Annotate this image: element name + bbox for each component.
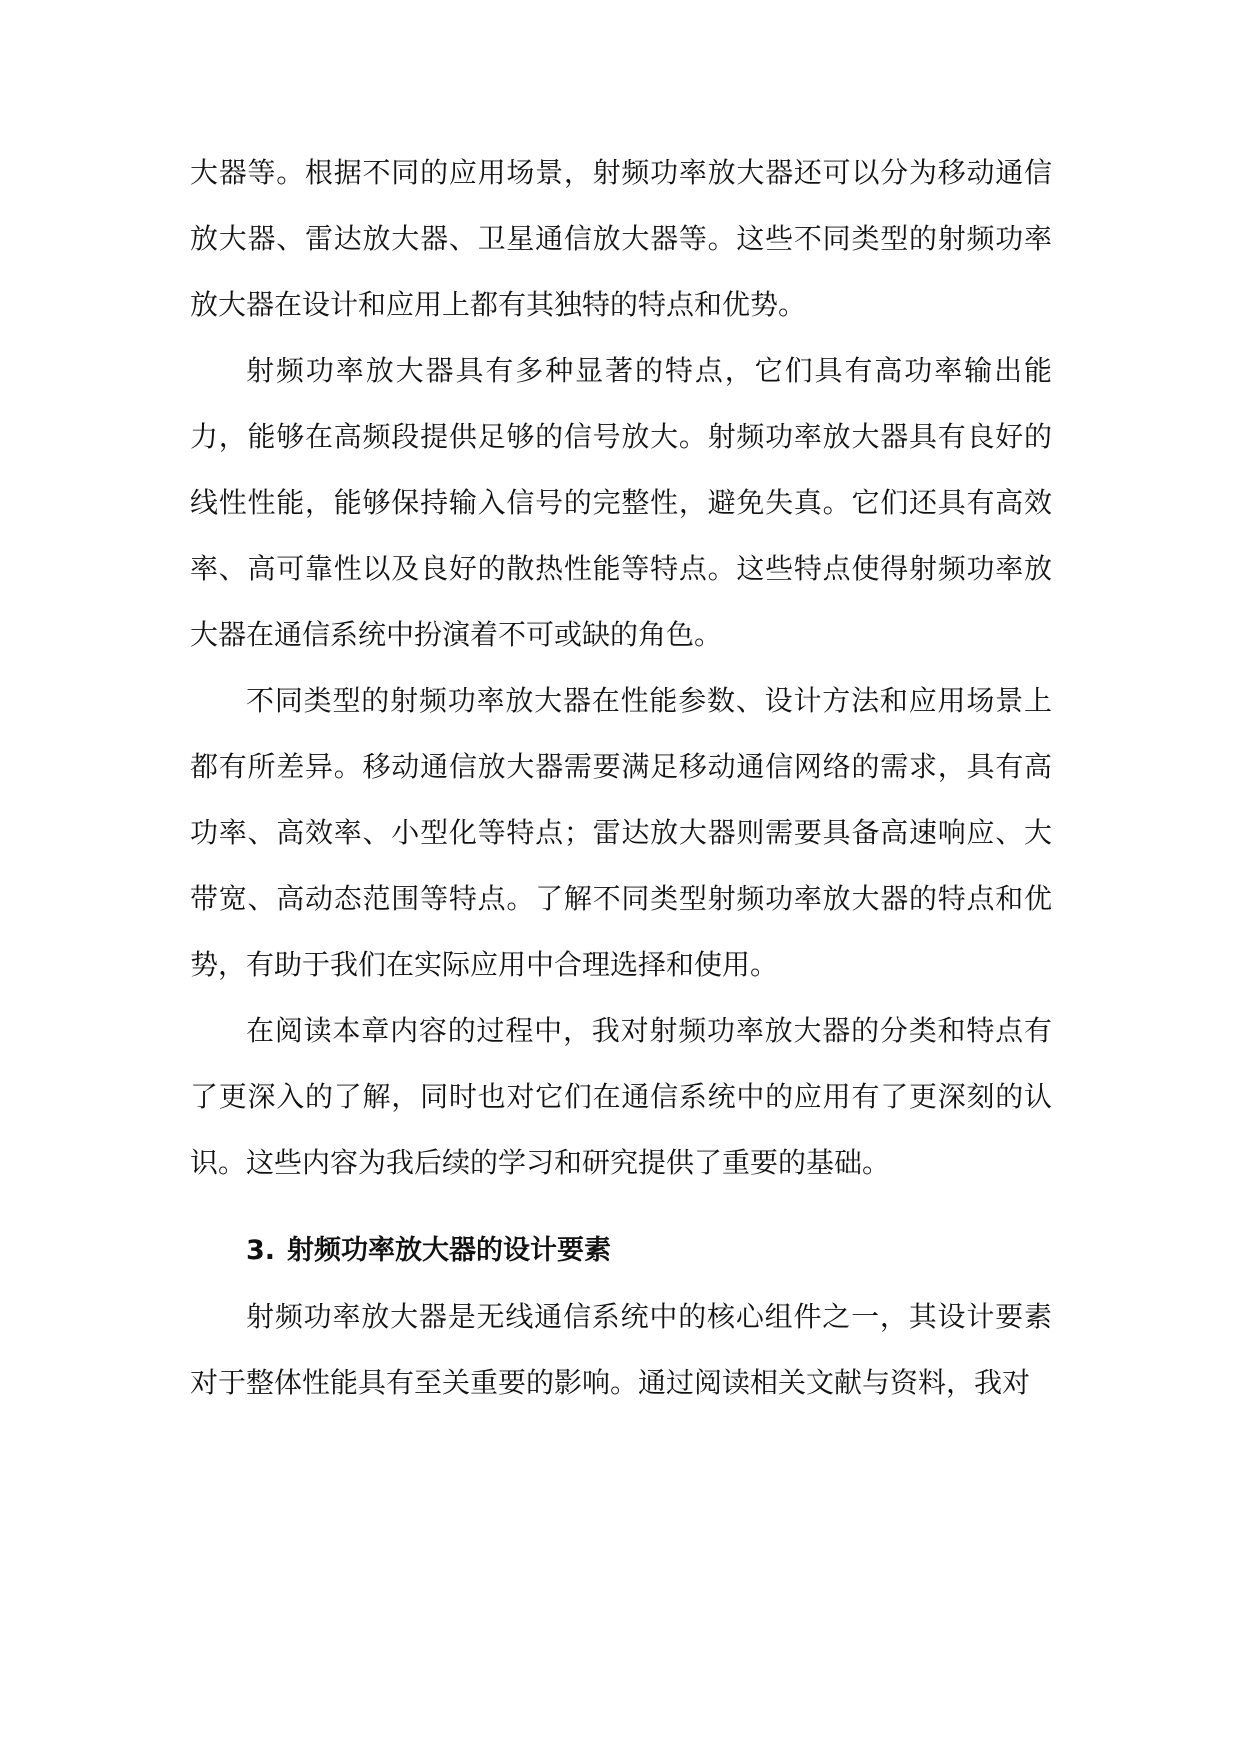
section-number: 3. — [246, 1235, 276, 1266]
paragraph-differences: 不同类型的射频功率放大器在性能参数、设计方法和应用场景上都有所差异。移动通信放大器需要满足移动通信网络的需求，具有高功率、高效率、小型化等特点；雷达放大器则需要具备高速响应、大带宽、高动态范围等特点。了解不同类型射频功率放大器的特点和优势，有助于我们在实际应用中合理选择和使用。 — [190, 684, 1052, 981]
paragraph-design-intro: 射频功率放大器是无线通信系统中的核心组件之一，其设计要素对于整体性能具有至关重要的影响。通过阅读相关文献与资料，我对 — [190, 1300, 1052, 1399]
document-page — [190, 140, 1052, 1416]
paragraph-continuation: 大器等。根据不同的应用场景，射频功率放大器还可以分为移动通信放大器、雷达放大器、卫星通信放大器等。这些不同类型的射频功率放大器在设计和应用上都有其独特的特点和优势。 — [190, 156, 1052, 321]
section-title: 射频功率放大器的设计要素 — [287, 1235, 612, 1266]
paragraph-features: 射频功率放大器具有多种显著的特点，它们具有高功率输出能力，能够在高频段提供足够的信号放大。射频功率放大器具有良好的线性性能，能够保持输入信号的完整性，避免失真。它们还具有高效率、高可靠性以及良好的散热性能等特点。这些特点使得射频功率放大器在通信系统中扮演着不可或缺的角色。 — [190, 354, 1052, 651]
section-heading — [190, 1218, 1052, 1284]
paragraph-reflection: 在阅读本章内容的过程中，我对射频功率放大器的分类和特点有了更深入的了解，同时也对它们在通信系统中的应用有了更深刻的认识。这些内容为我后续的学习和研究提供了重要的基础。 — [190, 1014, 1052, 1179]
